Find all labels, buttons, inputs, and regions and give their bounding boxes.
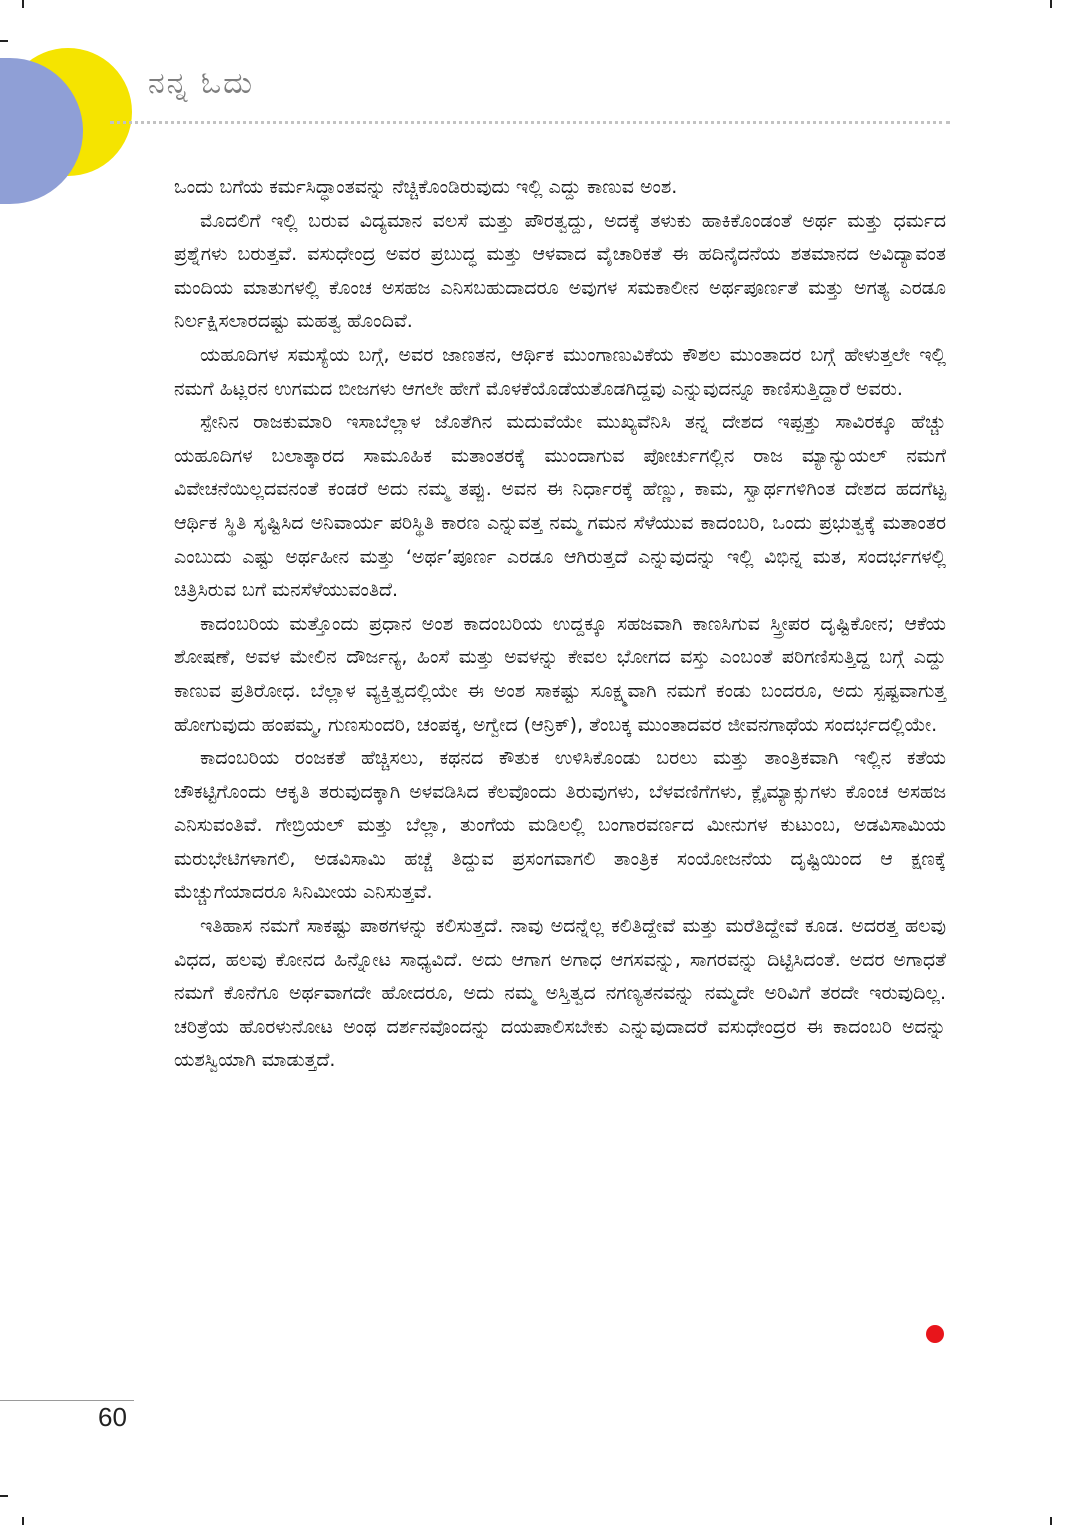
paragraph: ಇತಿಹಾಸ ನಮಗೆ ಸಾಕಷ್ಟು ಪಾಠಗಳನ್ನು ಕಲಿಸುತ್ತದೆ. ನಾವು ಅದನ್ನೆಲ್ಲ ಕಲಿತಿದ್ದೇವೆ ಮತ್ತು ಮರೆತಿದ್ದೇವೆ ಕೂಡ. ಅದರತ್ತ ಹಲವು ವಿಧದ, ಹಲವು ಕೋನದ ಹಿನ್ನೋಟ ಸಾಧ್ಯವಿದೆ. ಅದು ಆಗಾಗ ಅಗಾಧ ಆಗಸವನ್ನು, ಸಾಗರವನ್ನು ದಿಟ್ಟಿಸಿದಂತೆ. ಅದರ ಅಗಾಧತೆ ನಮಗೆ ಕೊನೆಗೂ ಅರ್ಥವಾಗದೇ ಹೋದರೂ, ಅದು ನಮ್ಮ ಅಸ್ತಿತ್ವದ ನಗಣ್ಯತನವನ್ನು ನಮ್ಮದೇ ಅರಿವಿಗೆ ತರದೇ ಇರುವುದಿಲ್ಲ. ಚರಿತ್ರೆಯ ಹೊರಳುನೋಟ ಅಂಥ ದರ್ಶನವೊಂದನ್ನು ದಯಪಾಲಿಸಬೇಕು ಎನ್ನುವುದಾದರೆ ವಸುಧೇಂದ್ರರ ಈ ಕಾದಂಬರಿ ಅದನ್ನು ಯಶಸ್ವಿಯಾಗಿ ಮಾಡುತ್ತದೆ. <box>174 915 947 1072</box>
paragraph: ಕಾದಂಬರಿಯ ರಂಜಕತೆ ಹೆಚ್ಚಿಸಲು, ಕಥನದ ಕೌತುಕ ಉಳಿಸಿಕೊಂಡು ಬರಲು ಮತ್ತು ತಾಂತ್ರಿಕವಾಗಿ ಇಲ್ಲಿನ ಕತೆಯ ಚೌಕಟ್ಟಿಗೊಂದು ಆಕೃತಿ ತರುವುದಕ್ಕಾಗಿ ಅಳವಡಿಸಿದ ಕೆಲವೊಂದು ತಿರುವುಗಳು, ಬೆಳವಣಿಗೆಗಳು, ಕ್ಲೈಮ್ಯಾಕ್ಸುಗಳು ಕೊಂಚ ಅಸಹಜ ಎನಿಸುವಂತಿವೆ. ಗೇಬ್ರಿಯಲ್ ಮತ್ತು ಬೆಲ್ಲಾ, ತುಂಗೆಯ ಮಡಿಲಲ್ಲಿ ಬಂಗಾರವರ್ಣದ ಮೀನುಗಳ ಕುಟುಂಬ, ಅಡವಿಸಾಮಿಯ ಮರುಭೇಟಿಗಳಾಗಲಿ, ಅಡವಿಸಾಮಿ ಹಚ್ಚೆ ತಿದ್ದುವ ಪ್ರಸಂಗವಾಗಲಿ ತಾಂತ್ರಿಕ ಸಂಯೋಜನೆಯ ದೃಷ್ಟಿಯಿಂದ ಆ ಕ್ಷಣಕ್ಕೆ ಮೆಚ್ಚುಗೆಯಾದರೂ ಸಿನಿಮೀಯ ಎನಿಸುತ್ತವೆ. <box>174 747 946 904</box>
paragraph: ಯಹೂದಿಗಳ ಸಮಸ್ಯೆಯ ಬಗ್ಗೆ, ಅವರ ಜಾಣತನ, ಆರ್ಥಿಕ ಮುಂಗಾಣುವಿಕೆಯ ಕೌಶಲ ಮುಂತಾದರ ಬಗ್ಗೆ ಹೇಳುತ್ತಲೇ ಇಲ್ಲಿ ನಮಗೆ ಹಿಟ್ಲರನ ಉಗಮದ ಬೀಜಗಳು ಆಗಲೇ ಹೇಗೆ ಮೊಳಕೆಯೊಡೆಯತೊಡಗಿದ್ದವು ಎನ್ನುವುದನ್ನೂ ಕಾಣಿಸುತ್ತಿದ್ದಾರೆ ಅವರು. <box>174 343 946 400</box>
crop-mark-left-lower <box>0 1495 8 1497</box>
paragraph: ಕಾದಂಬರಿಯ ಮತ್ತೊಂದು ಪ್ರಧಾನ ಅಂಶ ಕಾದಂಬರಿಯ ಉದ್ದಕ್ಕೂ ಸಹಜವಾಗಿ ಕಾಣಸಿಗುವ ಸ್ತ್ರೀಪರ ದೃಷ್ಟಿಕೋನ; ಆಕೆಯ ಶೋಷಣೆ, ಅವಳ ಮೇಲಿನ ದೌರ್ಜನ್ಯ, ಹಿಂಸೆ ಮತ್ತು ಅವಳನ್ನು ಕೇವಲ ಭೋಗದ ವಸ್ತು ಎಂಬಂತೆ ಪರಿಗಣಿಸುತ್ತಿದ್ದ ಬಗ್ಗೆ ಎದ್ದು ಕಾಣುವ ಪ್ರತಿರೋಧ. ಬೆಲ್ಲಾಳ ವ್ಯಕ್ತಿತ್ವದಲ್ಲಿಯೇ ಈ ಅಂಶ ಸಾಕಷ್ಟು ಸೂಕ್ಷ್ಮವಾಗಿ ನಮಗೆ ಕಂಡು ಬಂದರೂ, ಅದು ಸ್ಪಷ್ಟವಾಗುತ್ತ ಹೋಗುವುದು ಹಂಪಮ್ಮ, ಗುಣಸುಂದರಿ, ಚಂಪಕ್ಕ, ಅಗ್ವೇದ (ಆನ್ರಿಕ್), ತೆಂಬಕ್ಕ ಮುಂತಾದವರ ಜೀವನಗಾಥೆಯ ಸಂದರ್ಭದಲ್ಲಿಯೇ. <box>174 612 946 736</box>
decorative-circles <box>0 0 160 220</box>
paragraph: ಸ್ಪೇನಿನ ರಾಜಕುಮಾರಿ ಇಸಾಬೆಲ್ಲಾಳ ಜೊತೆಗಿನ ಮದುವೆಯೇ ಮುಖ್ಯವೆನಿಸಿ ತನ್ನ ದೇಶದ ಇಪ್ಪತ್ತು ಸಾವಿರಕ್ಕೂ ಹೆಚ್ಚು ಯಹೂದಿಗಳ ಬಲಾತ್ಕಾರದ ಸಾಮೂಹಿಕ ಮತಾಂತರಕ್ಕೆ ಮುಂದಾಗುವ ಪೋರ್ಚುಗಲ್ಲಿನ ರಾಜ ಮ್ಯಾನ್ಯುಯಲ್ ನಮಗೆ ವಿವೇಚನೆಯಿಲ್ಲದವನಂತೆ ಕಂಡರೆ ಅದು ನಮ್ಮ ತಪ್ಪು. ಅವನ ಈ ನಿರ್ಧಾರಕ್ಕೆ ಹೆಣ್ಣು, ಕಾಮ, ಸ್ವಾರ್ಥಗಳಿಗಿಂತ ದೇಶದ ಹದಗೆಟ್ಟ ಆರ್ಥಿಕ ಸ್ಥಿತಿ ಸೃಷ್ಟಿಸಿದ ಅನಿವಾರ್ಯ ಪರಿಸ್ಥಿತಿ ಕಾರಣ ಎನ್ನುವತ್ತ ನಮ್ಮ ಗಮನ ಸೆಳೆಯುವ ಕಾದಂಬರಿ, ಒಂದು ಪ್ರಭುತ್ವಕ್ಕೆ ಮತಾಂತರ ಎಂಬುದು ಎಷ್ಟು ಅರ್ಥಹೀನ ಮತ್ತು ‘ಅರ್ಥ’ಪೂರ್ಣ ಎರಡೂ ಆಗಿರುತ್ತದೆ ಎನ್ನುವುದನ್ನು ಇಲ್ಲಿ ವಿಭಿನ್ನ ಮತ, ಸಂದರ್ಭಗಳಲ್ಲಿ ಚಿತ್ರಿಸಿರುವ ಬಗೆ ಮನಸೆಳೆಯುವಂತಿದೆ. <box>174 411 946 602</box>
paragraph: ಮೊದಲಿಗೆ ಇಲ್ಲಿ ಬರುವ ವಿದ್ಯಮಾನ ವಲಸೆ ಮತ್ತು ಪೌರತ್ವದ್ದು, ಅದಕ್ಕೆ ತಳುಕು ಹಾಕಿಕೊಂಡಂತೆ ಅರ್ಥ ಮತ್ತು ಧರ್ಮದ ಪ್ರಶ್ನೆಗಳು ಬರುತ್ತವೆ. ವಸುಧೇಂದ್ರ ಅವರ ಪ್ರಬುದ್ಧ ಮತ್ತು ಆಳವಾದ ವೈಚಾರಿಕತೆ ಈ ಹದಿನೈದನೆಯ ಶತಮಾನದ ಅವಿದ್ಯಾವಂತ ಮಂದಿಯ ಮಾತುಗಳಲ್ಲಿ ಕೊಂಚ ಅಸಹಜ ಎನಿಸಬಹುದಾದರೂ ಅವುಗಳ ಸಮಕಾಲೀನ ಅರ್ಥಪೂರ್ಣತೆ ಮತ್ತು ಅಗತ್ಯ ಎರಡೂ ನಿರ್ಲಕ್ಷಿಸಲಾರದಷ್ಟು ಮಹತ್ವ ಹೊಂದಿವೆ. <box>174 209 946 333</box>
paragraph: ಒಂದು ಬಗೆಯ ಕರ್ಮಸಿದ್ಧಾಂತವನ್ನು ನೆಚ್ಚಿಕೊಂಡಿರುವುದು ಇಲ್ಲಿ ಎದ್ದು ಕಾಣುವ ಅಂಶ. <box>174 176 678 198</box>
end-of-article-dot <box>926 1325 944 1343</box>
article-body <box>174 171 946 1078</box>
footer-rule <box>0 1400 134 1401</box>
page-header-title: ನನ್ನ ಓದು <box>148 66 255 101</box>
header-dotted-rule <box>110 121 950 124</box>
crop-mark-bottom-right <box>1050 1517 1052 1525</box>
crop-mark-top-right <box>1050 0 1052 8</box>
page-number: 60 <box>98 1402 127 1432</box>
crop-mark-bottom-left <box>22 1517 24 1525</box>
